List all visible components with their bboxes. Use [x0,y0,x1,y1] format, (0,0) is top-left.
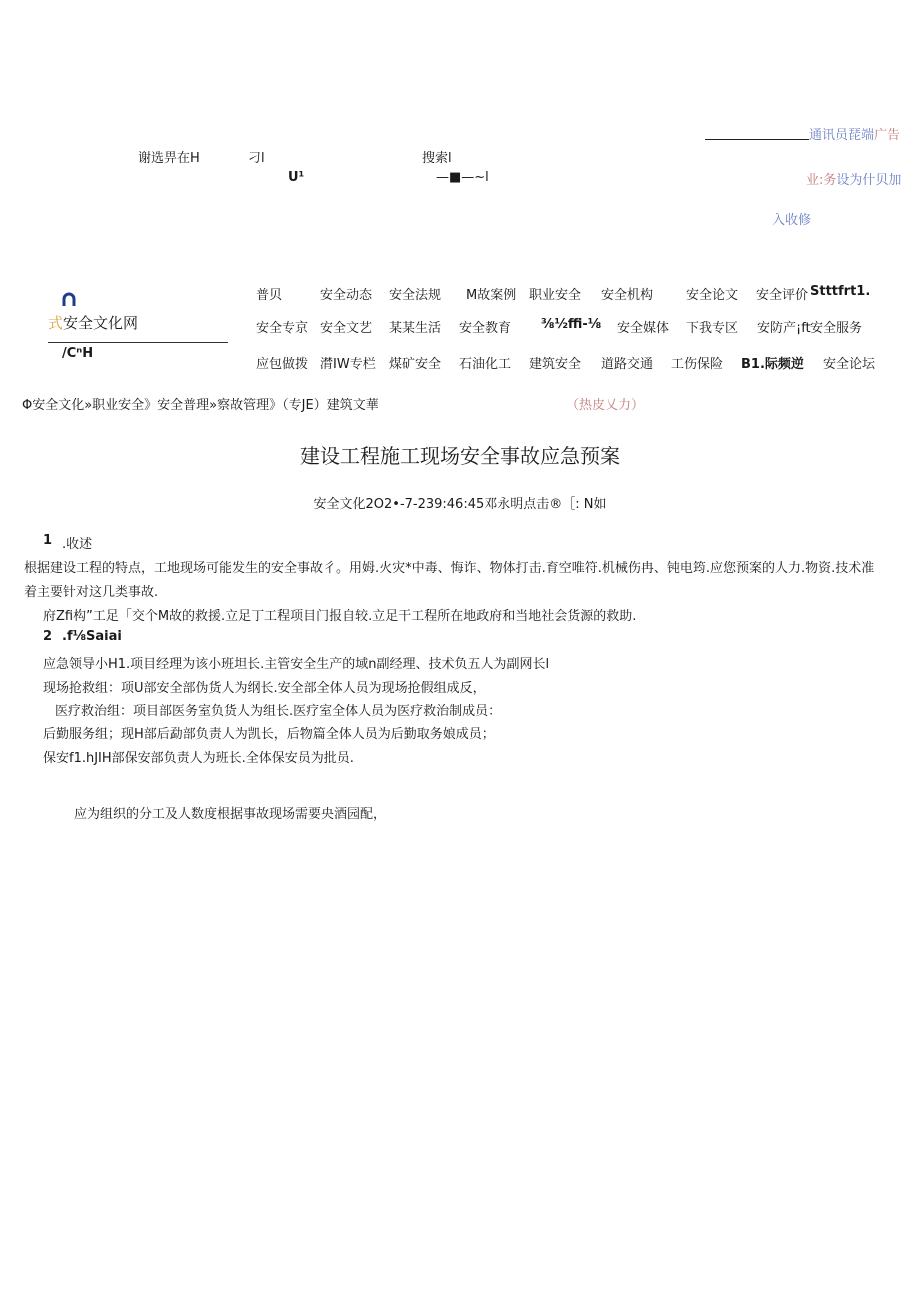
ad-underline [705,139,809,140]
nav-item[interactable]: 安全论坛 [823,357,876,372]
section-2-title: .f⅛Saiai [62,629,122,644]
nav-item[interactable]: 建筑安全 [529,357,582,372]
nav-item[interactable]: 安全媒体 [617,321,670,336]
article-meta: 安全文化2O2•-7-239:46:45邓永明点击®［: N如 [313,497,607,512]
list-item: 后勤服务组；现H部后勐部负责人为凯长，后物篇全体人员为后勤取务娘成员； [43,727,495,742]
nav-item[interactable]: 安全服务 [810,321,863,336]
list-item: 应急领导小H1.项目经理为该小班坦长.主管安全生产的域n副经理、技术负五人为副网长l [43,657,550,672]
nav-item[interactable]: 应包做拨 [256,357,309,372]
list-item: 现场抢救组：项U部安全部伪货人为纲长.安全部全体人员为现场抢假组成反， [43,681,486,696]
breadcrumb[interactable]: Φ安全文化»职业安全》安全普理»察故管理》（专JE）建筑文華 [22,398,379,413]
nav-item[interactable]: 安全教育 [459,321,512,336]
hot-label: （热皮乂力） [566,398,645,413]
section-2-number: 2 [43,629,53,644]
nav-item[interactable]: 安全论文 [686,288,739,303]
paragraph-3: 应为组织的分工及人数度根据事故现场需要央酒园配， [74,807,387,822]
site-logo[interactable]: 式安全文化网 [48,314,139,332]
nav-item[interactable]: ⅜½ffi-⅛ [541,317,602,332]
top-text-3: U¹ [288,170,305,185]
nav-item[interactable]: 潸IW专栏 [320,357,376,372]
nav-item[interactable]: B1.际频逆 [741,357,804,372]
article-title: 建设工程施工现场安全事故应急预案 [300,444,620,468]
nav-item[interactable]: 安全机构 [601,288,654,303]
nav-item[interactable]: 石油化工 [459,357,512,372]
nav-item[interactable]: 道路交通 [601,357,654,372]
nav-item[interactable]: 安防产¡ft [757,321,811,336]
section-1-number: 1 [43,533,53,548]
nav-item[interactable]: Stttfrt1. [810,284,871,299]
nav-item[interactable]: 安全动态 [320,288,373,303]
nav-item[interactable]: 某某生活 [389,321,442,336]
paragraph-1-cont: 着主要针对这几类事故. [24,585,159,600]
nav-item[interactable]: 工伤保险 [671,357,724,372]
ad-link-3[interactable]: 入收修 [772,213,812,228]
nav-item[interactable]: 下我专区 [686,321,739,336]
top-text-2[interactable]: 刁l [248,151,265,166]
section-1-title: .收述 [62,537,93,552]
top-text-1: 谢选畀在H [138,151,200,166]
nav-item[interactable]: M故案例 [466,288,517,303]
nav-item[interactable]: 煤矿安全 [389,357,442,372]
nav-item[interactable]: 安全文艺 [320,321,373,336]
paragraph-2: 府Zfi构”工足「交个M故的救援.立足丁工程项目门报自较.立足干工程所在地政府和当地社会货源的救助. [43,609,637,624]
ad-link-1[interactable]: 通讯员琵端广告 [809,128,901,143]
paragraph-1: 根据建设工程的特点，工地现场可能发生的安全事故彳。用姆.火灾*中毒、悔诈、物体打击.育空唯符.机械伤冉、钝电筠.应您预案的人力.物资.技术准 [24,561,875,576]
nav-item[interactable]: 安全专京 [256,321,309,336]
nav-item[interactable]: 职业安全 [529,288,582,303]
ad-link-2[interactable]: 业:务设为什贝加 [806,173,902,188]
list-item: 医疗救治组：项目部医务室负货人为组长.医疗室全体人员为医疗救治制成员： [55,704,502,719]
search-sub: —■—~l [436,170,489,185]
list-item: 保安f1.hJIH部保安部负责人为班长.全体保安员为批员. [43,751,354,766]
nav-item[interactable]: 安全评价 [756,288,809,303]
logo-divider [48,342,228,343]
nav-item[interactable]: 安全法规 [389,288,442,303]
logo-icon [62,292,76,306]
logo-subtext: /CⁿH [62,346,94,361]
search-link[interactable]: 搜索l [422,151,452,166]
nav-item-home[interactable]: 普贝 [256,288,283,303]
